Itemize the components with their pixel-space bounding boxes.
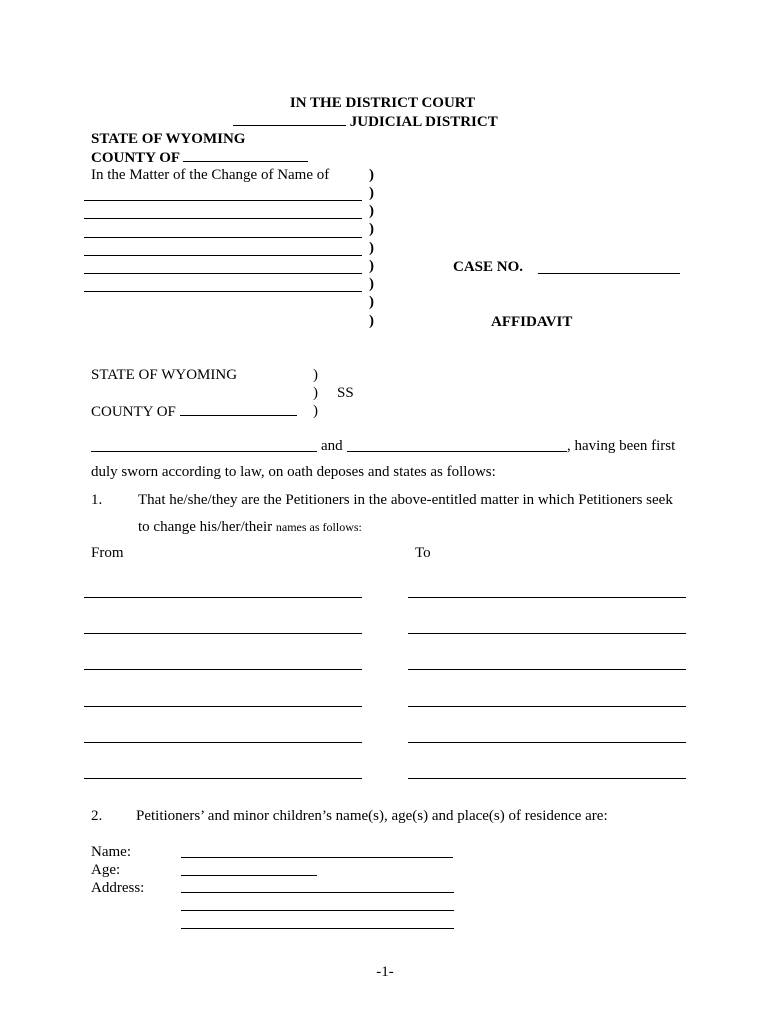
age-label: Age: [91, 862, 121, 878]
from-name-line[interactable] [84, 597, 362, 598]
to-label: To [415, 545, 431, 561]
to-name-line[interactable] [408, 669, 686, 670]
caption-paren: ) [369, 313, 374, 329]
age-blank[interactable] [181, 875, 317, 876]
caption-paren: ) [369, 185, 374, 201]
caption-name-line[interactable] [84, 291, 362, 292]
sworn-text: duly sworn according to law, on oath deposes and states as follows: [91, 464, 496, 480]
caption-county-label: COUNTY OF [91, 150, 180, 166]
caption-paren: ) [369, 221, 374, 237]
venue-ss: SS [337, 385, 354, 401]
to-name-line[interactable] [408, 778, 686, 779]
case-no-blank[interactable] [538, 273, 680, 274]
caption-county-blank[interactable] [183, 148, 308, 162]
district-line [233, 112, 498, 131]
to-name-line[interactable] [408, 597, 686, 598]
caption-name-line[interactable] [84, 273, 362, 274]
item1-small-text: names as follows: [275, 520, 362, 534]
address-blank[interactable] [181, 892, 454, 893]
item1-cont-text: to change his/her/their [138, 519, 273, 535]
venue-county-line [91, 402, 297, 421]
item2-text: Petitioners’ and minor children’s name(s), age(s) and place(s) of residence are: [136, 808, 608, 824]
court-title: IN THE DISTRICT COURT [289, 95, 476, 111]
caption-name-line[interactable] [84, 255, 362, 256]
to-name-line[interactable] [408, 742, 686, 743]
venue-paren: ) [313, 367, 318, 383]
caption-paren: ) [369, 203, 374, 219]
affidavit-title: AFFIDAVIT [491, 314, 573, 330]
affiant-name-blank[interactable] [91, 451, 317, 452]
district-blank[interactable] [233, 112, 346, 126]
name-label: Name: [91, 844, 131, 860]
venue-paren: ) [313, 403, 318, 419]
caption-county-line [91, 148, 308, 167]
from-label: From [91, 545, 124, 561]
from-name-line[interactable] [84, 778, 362, 779]
venue-state: STATE OF WYOMING [91, 367, 238, 383]
item1-text: That he/she/they are the Petitioners in the above-entitled matter in which Petitioners seek [138, 492, 673, 508]
name-blank[interactable] [181, 857, 453, 858]
caption-paren: ) [369, 258, 374, 274]
to-name-line[interactable] [408, 633, 686, 634]
item2-number: 2. [91, 808, 103, 824]
item1-continued [138, 518, 362, 536]
item1-number: 1. [91, 492, 103, 508]
from-name-line[interactable] [84, 669, 362, 670]
matter-text: In the Matter of the Change of Name of [91, 167, 330, 183]
caption-paren: ) [369, 167, 374, 183]
caption-name-line[interactable] [84, 200, 362, 201]
page-number: -1- [376, 964, 394, 980]
caption-name-line[interactable] [84, 237, 362, 238]
venue-county-label: COUNTY OF [91, 404, 176, 420]
caption-paren: ) [369, 276, 374, 292]
district-label: JUDICIAL DISTRICT [349, 114, 498, 130]
from-name-line[interactable] [84, 706, 362, 707]
address-blank[interactable] [181, 928, 454, 929]
and-text: and [321, 438, 343, 454]
affiant-name-blank[interactable] [347, 451, 567, 452]
having-text: , having been first [567, 438, 676, 454]
caption-paren: ) [369, 240, 374, 256]
to-name-line[interactable] [408, 706, 686, 707]
from-name-line[interactable] [84, 742, 362, 743]
caption-name-line[interactable] [84, 218, 362, 219]
case-no-label: CASE NO. [453, 259, 524, 275]
address-label: Address: [91, 880, 145, 896]
venue-paren: ) [313, 385, 318, 401]
venue-county-blank[interactable] [180, 402, 297, 416]
address-blank[interactable] [181, 910, 454, 911]
caption-paren: ) [369, 294, 374, 310]
from-name-line[interactable] [84, 633, 362, 634]
caption-state: STATE OF WYOMING [91, 131, 246, 147]
